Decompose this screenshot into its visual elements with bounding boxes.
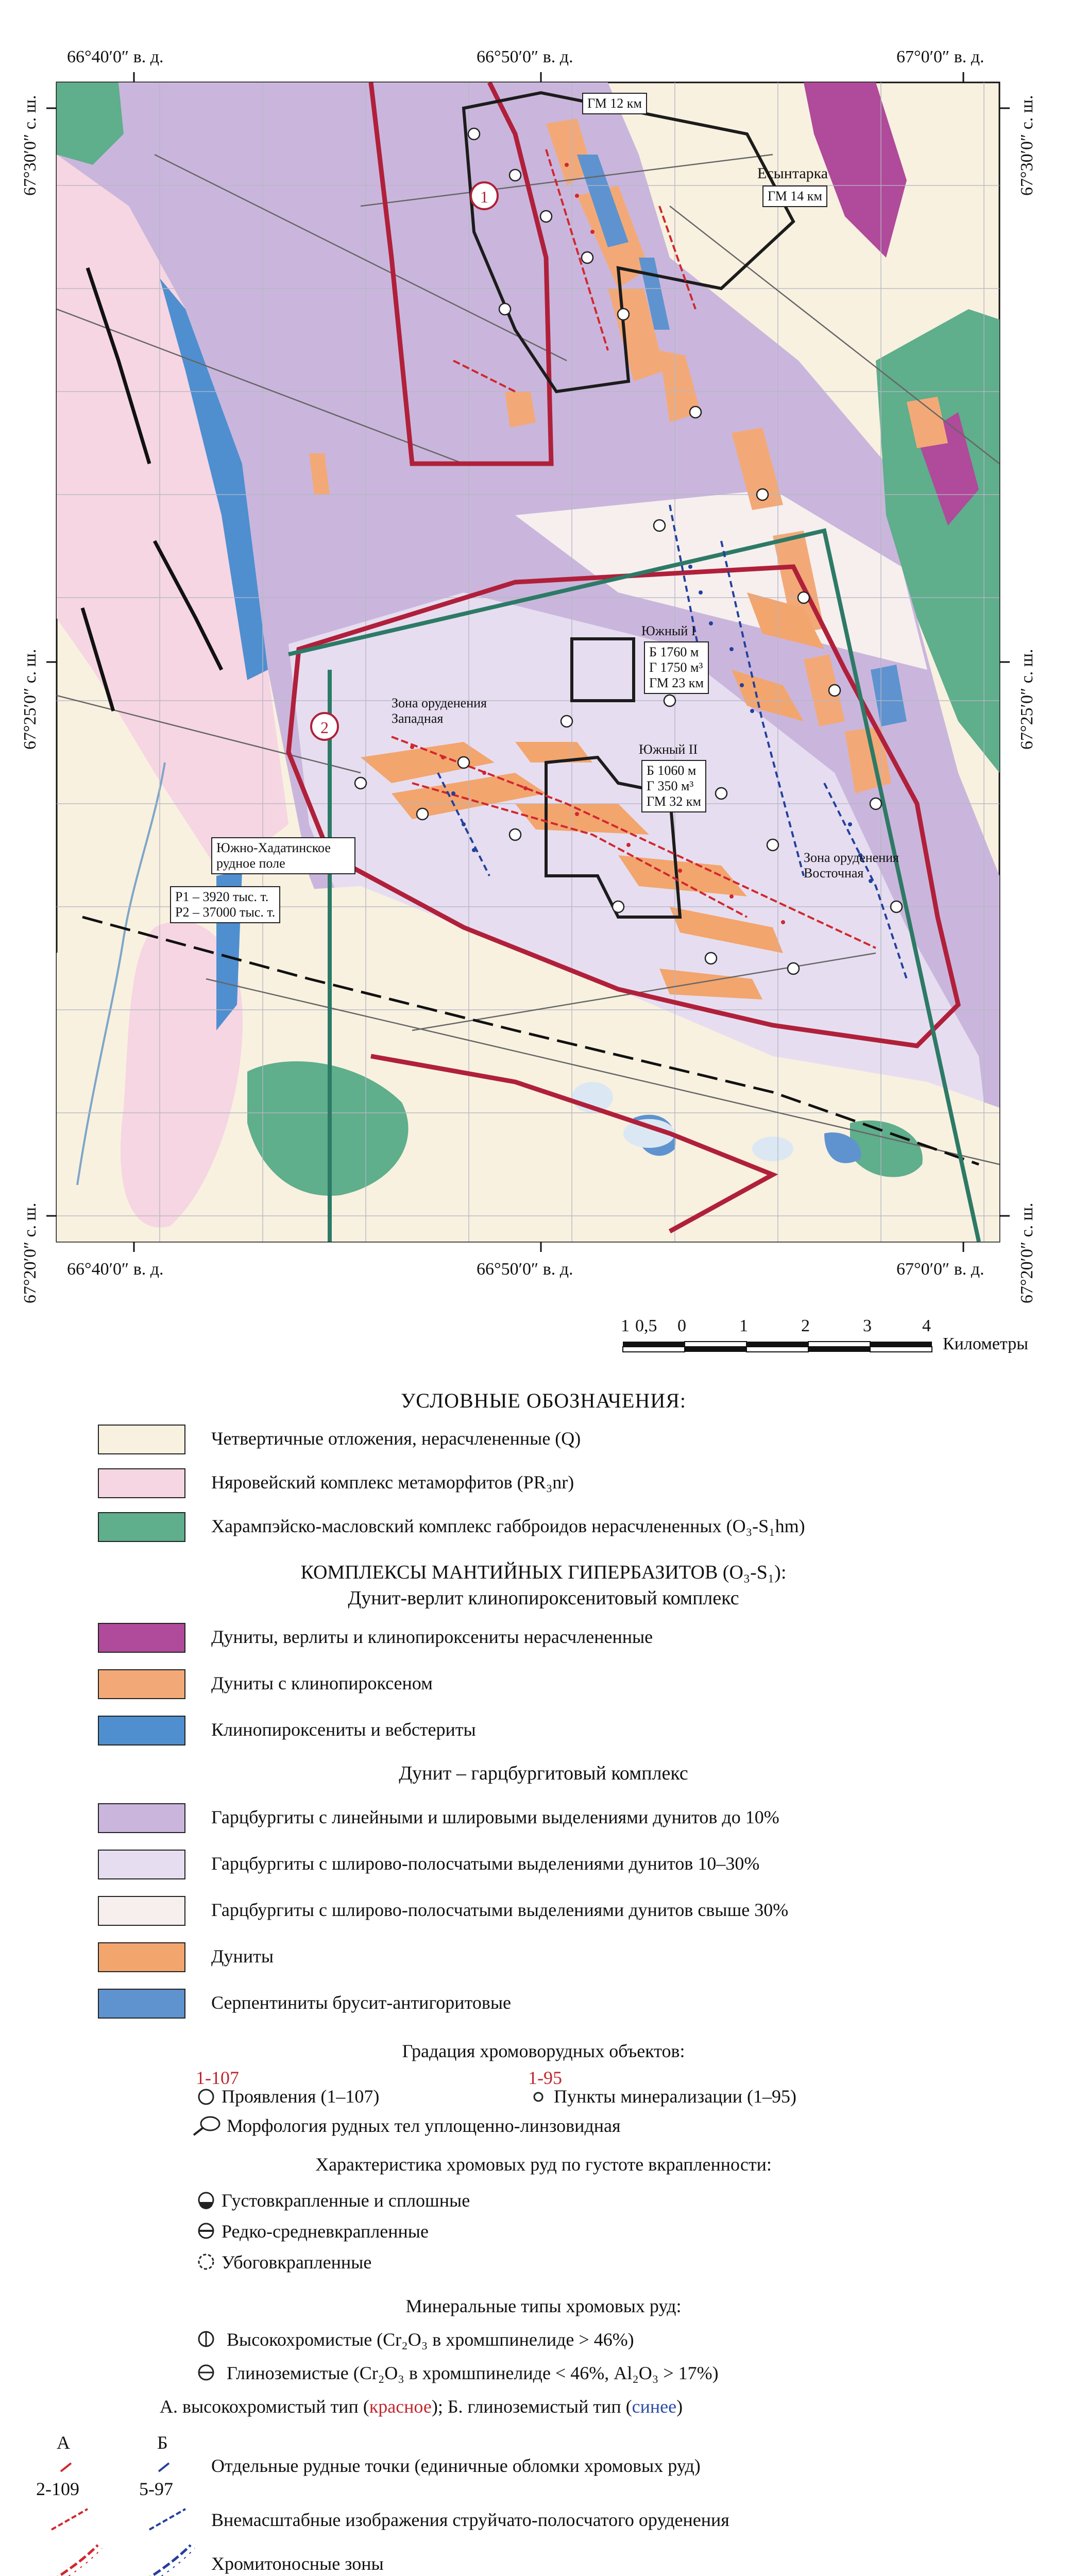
mineral-index: 1-95 bbox=[528, 2067, 562, 2088]
coord-left-1: 67°30′0″ с. ш. bbox=[21, 95, 40, 196]
manifest-index: 1-107 bbox=[196, 2067, 239, 2088]
swatch-clinopyroxenite bbox=[98, 1716, 185, 1745]
coord-top-1: 66°40′0″ в. д. bbox=[67, 47, 164, 66]
complex1-title: Дунит-верлит клинопироксенитовый комплекс bbox=[348, 1587, 739, 1609]
dense-ore-icon bbox=[196, 2190, 216, 2210]
coord-bottom-1: 66°40′0″ в. д. bbox=[67, 1260, 164, 1279]
complexes-title: КОМПЛЕКСЫ МАНТИЙНЫХ ГИПЕРБАЗИТОВ (O₃-S₁): bbox=[300, 1562, 787, 1583]
legend-clinopyroxenite-label: Клинопироксениты и вебстериты bbox=[211, 1719, 476, 1740]
scale-bar bbox=[621, 1316, 931, 1337]
legend-title: УСЛОВНЫЕ ОБОЗНАЧЕНИЯ: bbox=[400, 1389, 687, 1412]
field-1-number: 1 bbox=[480, 188, 488, 206]
sparse-ore-icon bbox=[196, 2251, 216, 2272]
south-khadata-field-name: Южно-Хадатинское рудное поле bbox=[216, 840, 331, 871]
type-line bbox=[160, 2396, 683, 2417]
south2-work-1: Б 1060 м bbox=[647, 763, 697, 778]
zone-east-label: Зона оруденения Восточная bbox=[804, 850, 899, 880]
zone-west-label: Зона оруденения Западная bbox=[392, 696, 487, 726]
offscale-red-icon bbox=[46, 2504, 93, 2535]
resources-label bbox=[170, 886, 280, 923]
legend-harz-10-label: Гарцбургиты с линейными и шлировыми выделениями дунитов до 10% bbox=[211, 1807, 779, 1827]
density-title: Характеристика хромовых руд по густоте вкрапленности: bbox=[315, 2154, 772, 2175]
legend-harz-over30-label: Гарцбургиты с шлирово-полосчатыми выделениями дунитов свыше 30% bbox=[211, 1900, 789, 1920]
swatch-quaternary bbox=[98, 1425, 185, 1454]
legend-metamorphic-label: Няровейский комплекс метаморфитов (PR₃nr) bbox=[211, 1472, 574, 1493]
south2-works bbox=[641, 760, 706, 812]
type-line-a: А. высокохромистый тип ( bbox=[160, 2396, 369, 2417]
scale-tick-4: 4 bbox=[922, 1316, 931, 1335]
high-cr-label: Высокохромистые (Cr₂O₃ в хромшпинелиде > 46%) bbox=[227, 2329, 634, 2350]
column-a-label: А bbox=[57, 2432, 70, 2453]
coord-left-2: 67°25′0″ с. ш. bbox=[21, 649, 40, 750]
swatch-dunite-cpx bbox=[98, 1669, 185, 1699]
type-line-mid: ); Б. глиноземистый тип ( bbox=[431, 2396, 632, 2417]
morphology-label: Морфология рудных тел уплощенно-линзовидная bbox=[227, 2115, 621, 2136]
legend-dunites-label: Дуниты bbox=[211, 1946, 274, 1967]
scale-tick-2: 2 bbox=[801, 1316, 810, 1335]
swatch-harz-10 bbox=[98, 1803, 185, 1833]
scale-tick-0: 0 bbox=[677, 1316, 686, 1335]
south2-work-2: Г 350 м³ bbox=[647, 778, 694, 793]
legend-quaternary-label: Четвертичные отложения, нерасчлененные (Q) bbox=[211, 1428, 581, 1449]
manifest-label: Проявления (1–107) bbox=[222, 2086, 380, 2107]
swatch-harz-over30 bbox=[98, 1896, 185, 1926]
field-2-number: 2 bbox=[320, 718, 329, 737]
swatch-metamorphic bbox=[98, 1468, 185, 1498]
alumina-label: Глиноземистые (Cr₂O₃ в хромшпинелиде < 46%, Al₂O₃ > 17%) bbox=[227, 2363, 719, 2383]
ore-point-blue-icon bbox=[155, 2460, 175, 2476]
density-medium-label: Редко-средневкрапленные bbox=[222, 2221, 429, 2242]
chromite-zone-red-icon bbox=[46, 2540, 103, 2576]
coord-right-1: 67°30′0″ с. ш. bbox=[1017, 95, 1037, 196]
scale-bar-graphic bbox=[621, 1340, 935, 1355]
morphology-icon bbox=[192, 2112, 223, 2138]
chromite-zone-blue-icon bbox=[139, 2540, 196, 2576]
gm14-label: ГМ 14 км bbox=[762, 185, 827, 207]
coord-bottom-3: 67°0′0″ в. д. bbox=[896, 1260, 984, 1279]
swatch-harz-30 bbox=[98, 1850, 185, 1879]
ore-point-red-icon bbox=[57, 2460, 77, 2476]
type-line-blue: синее bbox=[632, 2396, 677, 2417]
coord-bottom-2: 66°50′0″ в. д. bbox=[477, 1260, 573, 1279]
complex2-title: Дунит – гарцбургитовый комплекс bbox=[399, 1762, 688, 1784]
coord-right-2: 67°25′0″ с. ш. bbox=[1017, 649, 1037, 750]
south1-works bbox=[644, 641, 709, 694]
esyntarka-label: Есынтарка bbox=[757, 165, 828, 182]
density-sparse-label: Убоговкрапленные bbox=[222, 2252, 372, 2273]
scale-unit: Километры bbox=[943, 1334, 1028, 1353]
south2-work-3: ГМ 32 км bbox=[647, 794, 701, 809]
swatch-dunites bbox=[98, 1942, 185, 1972]
scale-tick-1b: 1 bbox=[739, 1316, 748, 1335]
type-line-red: красное bbox=[369, 2396, 432, 2417]
south2-title: Южный II bbox=[639, 742, 698, 757]
swatch-serpentinite bbox=[98, 1989, 185, 2019]
medium-ore-icon bbox=[196, 2221, 216, 2241]
legend-dunite-verlite-label: Дуниты, верлиты и клинопироксениты нерасчлененные bbox=[211, 1626, 653, 1647]
legend-dunite-cpx-label: Дуниты с клинопироксеном bbox=[211, 1673, 433, 1693]
offscale-blue-icon bbox=[144, 2504, 191, 2535]
chromite-zones-label: Хромитоносные зоны bbox=[211, 2553, 384, 2574]
mineral-label: Пункты минерализации (1–95) bbox=[554, 2086, 796, 2107]
resource-p2: P2 – 37000 тыс. т. bbox=[175, 905, 276, 920]
swatch-dunite-verlite bbox=[98, 1623, 185, 1653]
type-line-end: ) bbox=[676, 2396, 683, 2417]
legend-harz-30-label: Гарцбургиты с шлирово-полосчатыми выделениями дунитов 10–30% bbox=[211, 1853, 760, 1874]
south1-work-1: Б 1760 м bbox=[649, 645, 699, 659]
mineral-point-icon bbox=[531, 2089, 546, 2105]
scale-tick-1: 1 bbox=[621, 1316, 630, 1335]
alumina-icon bbox=[196, 2362, 216, 2383]
ore-points-label: Отдельные рудные точки (единичные обломки хромовых руд) bbox=[211, 2455, 701, 2476]
high-cr-icon bbox=[196, 2329, 216, 2349]
offscale-label: Внемасштабные изображения струйчато-полосчатого оруденения bbox=[211, 2510, 729, 2530]
ore-point-b-index: 5-97 bbox=[139, 2479, 173, 2499]
coord-right-3: 67°20′0″ с. ш. bbox=[1017, 1202, 1037, 1303]
south1-work-2: Г 1750 м³ bbox=[649, 660, 703, 675]
scale-tick-05: 0,5 bbox=[635, 1316, 657, 1335]
coord-top-3: 67°0′0″ в. д. bbox=[896, 47, 984, 66]
swatch-gabbro bbox=[98, 1512, 185, 1542]
legend-serpentinite-label: Серпентиниты брусит-антигоритовые bbox=[211, 1992, 511, 2013]
coord-top-2: 66°50′0″ в. д. bbox=[477, 47, 573, 66]
south-khadata-field-label bbox=[211, 837, 355, 874]
manifest-icon bbox=[196, 2087, 216, 2107]
south1-title: Южный I bbox=[641, 623, 696, 638]
mineral-types-title: Минеральные типы хромовых руд: bbox=[405, 2296, 682, 2316]
coord-left-3: 67°20′0″ с. ш. bbox=[21, 1202, 40, 1303]
south1-work-3: ГМ 23 км bbox=[649, 675, 704, 690]
gm12-label: ГМ 12 км bbox=[582, 93, 647, 114]
gradation-title: Градация хромоворудных объектов: bbox=[402, 2041, 685, 2061]
column-b-label: Б bbox=[157, 2432, 168, 2453]
ore-point-a-index: 2-109 bbox=[36, 2479, 79, 2499]
legend-gabbro-label: Харампэйско-масловский комплекс габброидов нерасчлененных (O₃-S₁hm) bbox=[211, 1516, 805, 1536]
density-dense-label: Густовкрапленные и сплошные bbox=[222, 2190, 470, 2211]
scale-tick-3: 3 bbox=[863, 1316, 872, 1335]
resource-p1: P1 – 3920 тыс. т. bbox=[175, 889, 269, 904]
